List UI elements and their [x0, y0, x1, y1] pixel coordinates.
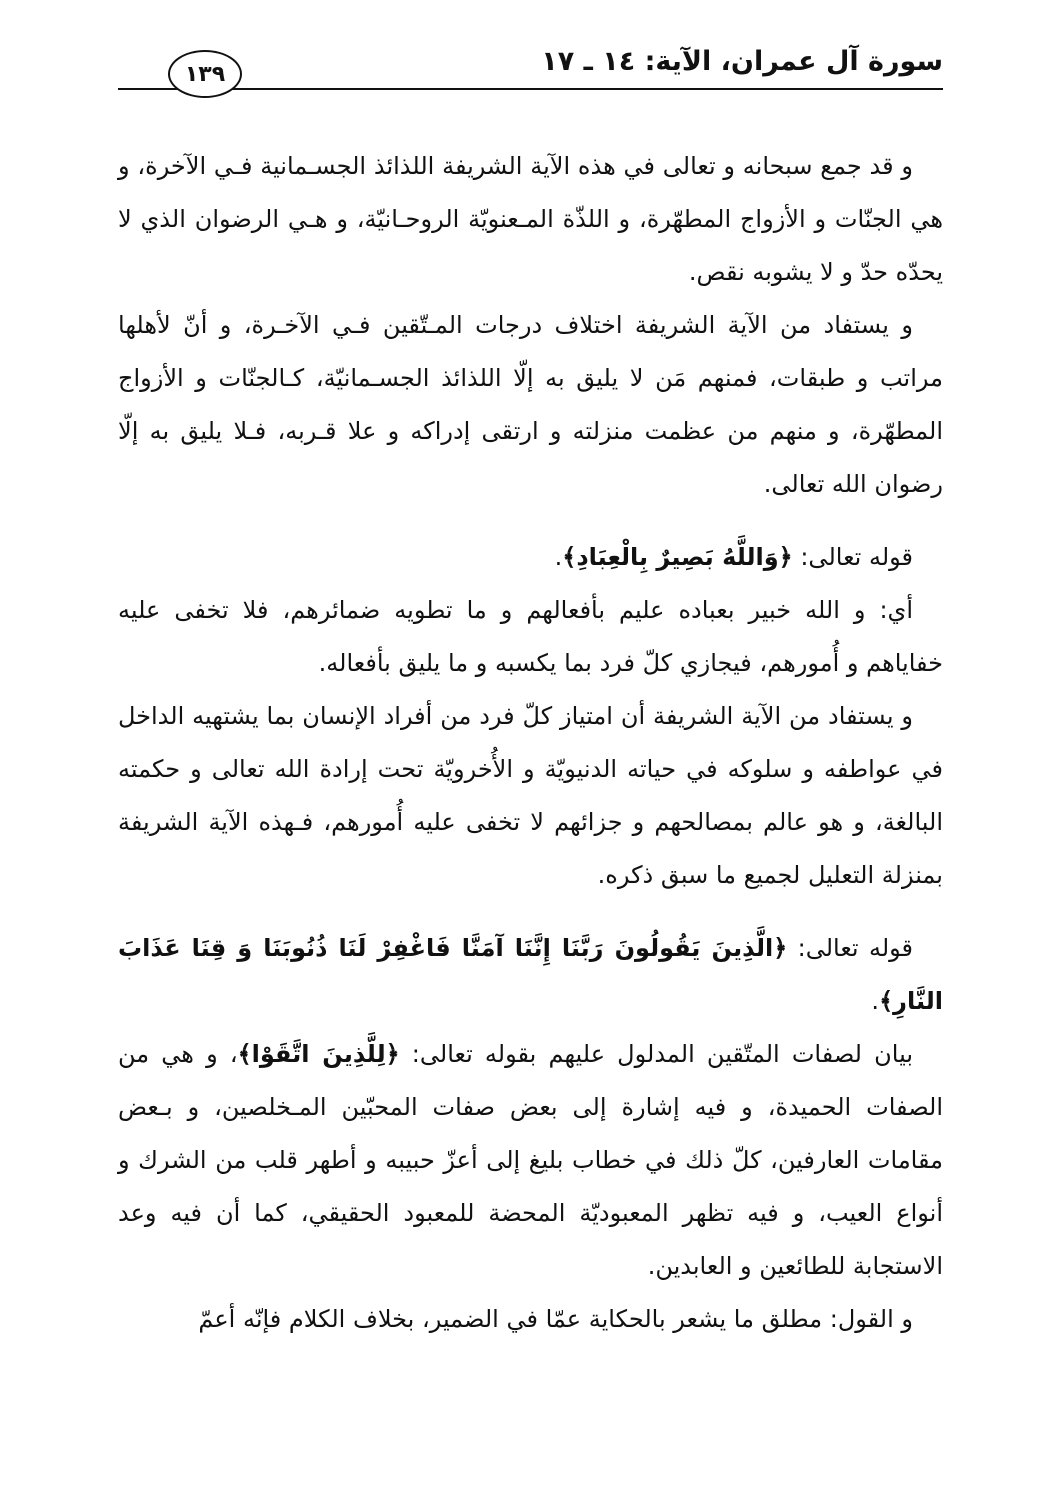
section-gap: [118, 902, 943, 922]
paragraph-5-prefix: بيان لصفات المتّقين المدلول عليهم بقوله تعالى:: [399, 1040, 914, 1068]
paragraph-6: و القول: مطلق ما يشعر بالحكاية عمّا في الضمير، بخلاف الكلام فإنّه أعمّ: [198, 1305, 913, 1333]
verse-heading-suffix: .: [554, 543, 563, 571]
verse-heading-prefix: قوله تعالى:: [787, 934, 914, 962]
paragraph-1: و قد جمع سبحانه و تعالى في هذه الآية الشريفة اللذائذ الجسـمانية فـي الآخرة، و هي الجنّات و الأزواج المطهّرة، و اللذّة المـعنويّة الروحـانيّة، و هـي الرضوان الذي لا يحدّه حدّ و لا يشوبه نقص.: [118, 152, 943, 286]
verse-heading-2: [118, 922, 943, 1028]
verse-heading-prefix: قوله تعالى:: [792, 543, 913, 571]
running-header: [118, 40, 943, 88]
verse-heading-1: [118, 531, 943, 584]
page-body: [118, 140, 943, 1346]
paragraph-4: و يستفاد من الآية الشريفة أن امتياز كلّ فرد من أفراد الإنسان بما يشتهيه الداخل في عواطفه و سلوكه في حياته الدنيويّة و الأُخرويّة تحت إرادة الله تعالى و حكمته البالغة، و هو عالم بمصالحهم و جزائهم لا تخفى عليه أُمورهم، فـهذه الآية الشريفة بمنزلة التعليل لجميع ما سبق ذكره.: [118, 702, 943, 889]
paragraph-2: و يستفاد من الآية الشريفة اختلاف درجات المـتّقين فـي الآخـرة، و أنّ لأهلها مراتب و طبقات، فمنهم مَن لا يليق به إلّا اللذائذ الجسـمانيّة، كـالجنّات و الأزواج المطهّرة، و منهم من عظمت منزلته و ارتقى إدراكه و علا قـربه، فـلا يليق به إلّا رضوان الله تعالى.: [118, 311, 943, 498]
section-gap: [118, 511, 943, 531]
paragraph-3: أي: و الله خبير بعباده عليم بأفعالهم و ما تطويه ضمائرهم، فلا تخفى عليه خفاياهم و أُمورهم، فيجازي كلّ فرد بما يكسبه و ما يليق بأفعاله.: [118, 596, 943, 677]
paragraph-5: [118, 1028, 943, 1293]
surah-title: سورة آل عمران، الآية: ١٤ ـ ١٧: [541, 46, 943, 77]
header-rule: [118, 88, 943, 90]
quran-verse: ﴿وَاللَّهُ بَصِيرٌ بِالْعِبَادِ﴾: [562, 543, 793, 571]
quran-verse: ﴿لِلَّذِينَ اتَّقَوْا﴾: [237, 1040, 400, 1068]
quran-verse: ﴿الَّذِينَ يَقُولُونَ رَبَّنَا إِنَّنَا آمَنَّا فَاغْفِرْ لَنَا ذُنُوبَنَا وَ قِنَا عَذَابَ النَّارِ﴾: [118, 934, 943, 1015]
page-number: ١٣٩: [168, 50, 242, 98]
paragraph-5-body: ، و هي من الصفات الحميدة، و فيه إشارة إلى بعض صفات المحبّين المـخلصين، و بـعض مقامات العارفين، كلّ ذلك في خطاب بليغ إلى أعزّ حبيبه و أطهر قلب من الشرك و أنواع العيب، و فيه تظهر المعبوديّة المحضة للمعبود الحقيقي، كما أن فيه وعد الاستجابة للطائعين و العابدين.: [118, 1040, 943, 1280]
verse-heading-suffix: .: [871, 987, 880, 1015]
